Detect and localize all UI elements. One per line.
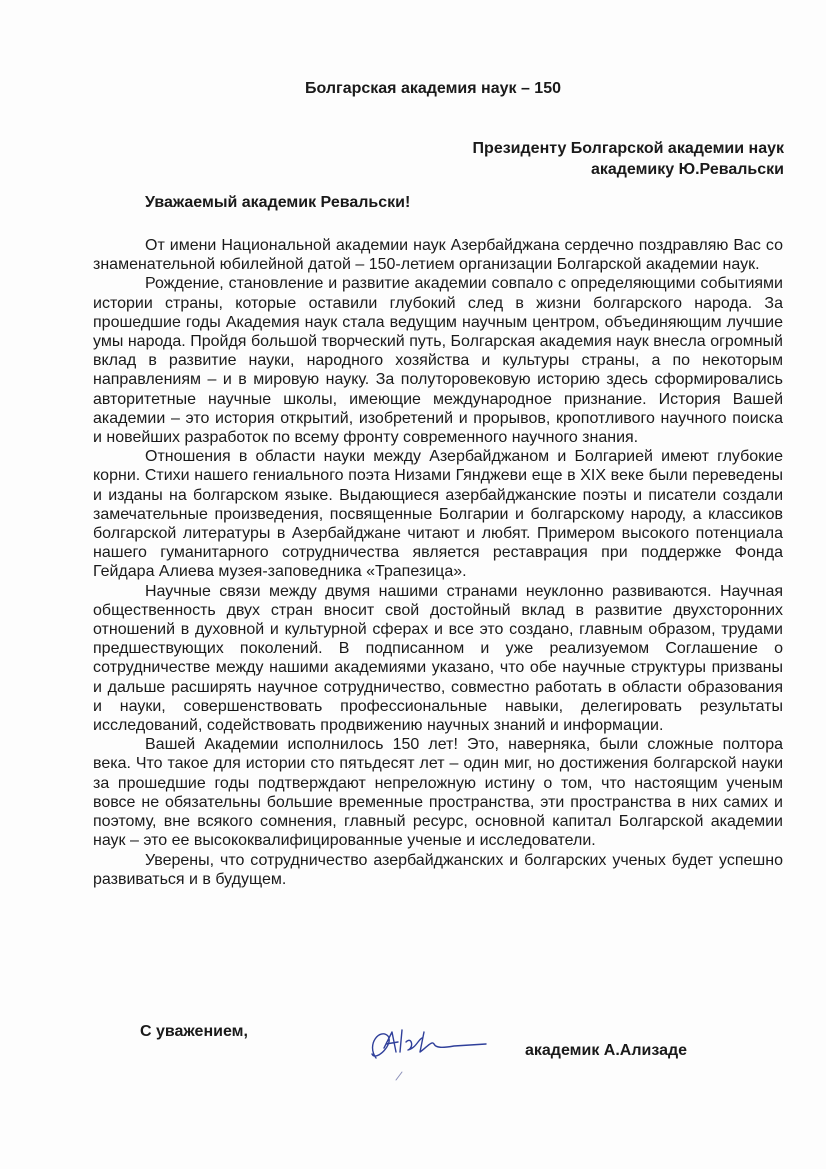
paragraph-2: Рождение, становление и развитие академии совпало с определяющими событиями истории страны, которые оставили глубокий след в жизни болгарского народа. За прошедшие годы Академия наук стала ведущим научным центром, объединяющим лучшие умы народа. Пройдя большой творческий путь, Болгарская академия наук внесла огромный вклад в развитие науки, народного хозяйства и культуры страны, а по некоторым направлениям – и в мировую науку. За полуторовековую историю здесь сформировались авторитетные научные школы, имеющие международное признание. История Вашей академии – это история открытий, изобретений и прорывов, кропотливого научного поиска и новейших разработок по всему фронту современного научного знания. bbox=[93, 275, 783, 447]
recipient-line-2: академику Ю.Ревальски bbox=[590, 161, 784, 178]
signer-name: академик А.Ализаде bbox=[525, 1042, 688, 1059]
document-title: Болгарская академия наук – 150 bbox=[304, 80, 561, 97]
handwritten-signature bbox=[362, 1018, 492, 1088]
letter-body bbox=[93, 236, 783, 889]
recipient-line-1: Президенту Болгарской академии наук bbox=[472, 140, 784, 157]
paragraph-1: От имени Национальной академии наук Азербайджана сердечно поздравляю Вас со знаменательной юбилейной датой – 150-летием организации Болгарской академии наук. bbox=[93, 237, 783, 274]
paragraph-5: Вашей Академии исполнилось 150 лет! Это, наверняка, были сложные полтора века. Что такое для истории сто пятьдесят лет – один миг, но достижения болгарской науки за прошедшие годы подтверждают непреложную истину о том, что настоящим ученым вовсе не обязательны большие временные пространства, эти пространства в них самих и поэтому, вне всякого сомнения, главный ресурс, основной капитал Болгарской академии наук – это ее высококвалифицированные ученые и исследователи. bbox=[93, 736, 783, 850]
paragraph-4: Научные связи между двумя нашими странами неуклонно развиваются. Научная общественность двух стран вносит свой достойный вклад в развитие двухсторонних отношений в духовной и культурной сферах и все это создано, главным образом, трудами предшествующих поколений. В подписанном и уже реализуемом Соглашение о сотрудничестве между нашими академиями указано, что обе научные структуры призваны и дальше расширять научное сотрудничество, совместно работать в области образования и науки, совершенствовать профессиональные навыки, делегировать результаты исследований, содействовать продвижению научных знаний и информации. bbox=[93, 582, 783, 735]
paragraph-3: Отношения в области науки между Азербайджаном и Болгарией имеют глубокие корни. Стихи нашего гениального поэта Низами Гянджеви еще в XIX веке были переведены и изданы на болгарском языке. Выдающиеся азербайджанские поэты и писатели создали замечательные произведения, посвященные Болгарии и болгарскому народу, а классиков болгарской литературы в Азербайджане читают и любят. Примером высокого потенциала нашего гуманитарного сотрудничества является реставрация при поддержке Фонда Гейдара Алиева музея-заповедника «Трапезица». bbox=[93, 448, 783, 581]
recipient-block bbox=[473, 138, 784, 180]
greeting: Уважаемый академик Ревальски! bbox=[145, 194, 411, 211]
closing: С уважением, bbox=[140, 1023, 248, 1040]
paragraph-6: Уверены, что сотрудничество азербайджанских и болгарских ученых будет успешно развиваться и в будущем. bbox=[93, 851, 783, 888]
